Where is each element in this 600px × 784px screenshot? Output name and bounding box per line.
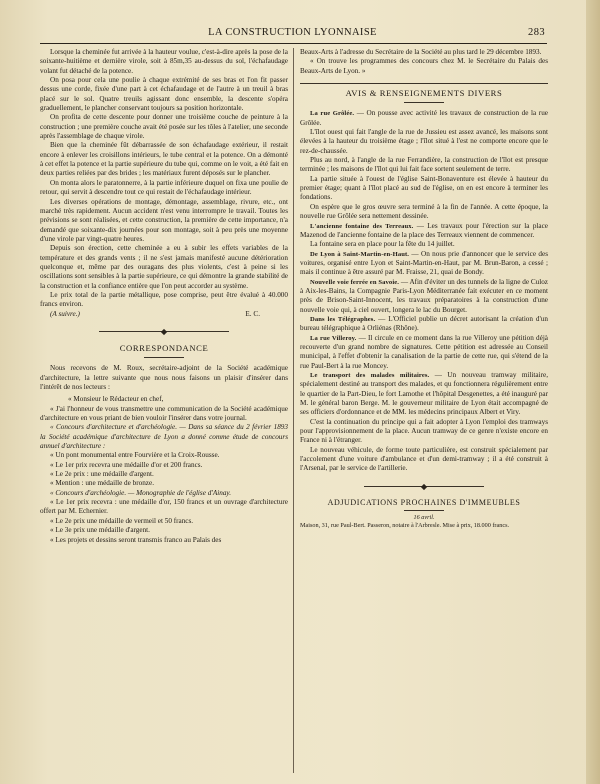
news-item-rue-villeroy: La rue Villeroy. — Il circule en ce moment dans la rue Villeroy une pétition déjà recouverte d'un grand nombre de signatures. Cette pétition est adressée au Conseil municipal, à l'effet d'obtenir la canalisation de la partie de cette rue, qui s'étend de la rue Paul-Bert à la rue Moncey.: [300, 333, 549, 370]
news-item: La fontaine sera en place pour la fête du 14 juillet.: [310, 240, 455, 249]
contest-item: « Le 1er prix recevra une médaille d'or et 200 francs.: [50, 460, 203, 469]
contest-item: « Le 2e prix : une médaille d'argent.: [50, 470, 154, 479]
contest-architecture: « Concours d'architecture et d'archéologie. — Dans sa séance du 2 février 1893 la Société académique d'architecture de Lyon a donné comme étude de concours annuel d'architecture :: [40, 423, 288, 451]
to-be-continued: (A suivre.): [50, 309, 80, 318]
news-item-telegraphes: Dans les Télégraphes. — L'Officiel publie un décret autorisant la création d'un bureau télégraphique à Orliénas (Rhône).: [300, 314, 548, 333]
contest-item: « Le 1er prix recevra : une médaille d'or, 150 francs et un ouvrage d'architecture offert par M. Echernier.: [40, 498, 288, 516]
running-header: [40, 27, 545, 41]
letter-salutation: « Monsieur le Rédacteur en chef,: [68, 395, 164, 404]
article-paragraph: Lorsque la cheminée fut arrivée à la hauteur voulue, c'est-à-dire après la pose de la soixante-huitième et dernière virole, soit à 85m,35 au-dessus du sol, l'échafaudage volant fut détaché de la potence.: [40, 48, 288, 75]
left-column: [40, 48, 288, 545]
page-number: 283: [528, 27, 545, 38]
page-edge: [586, 0, 600, 784]
column-rule: [293, 48, 294, 773]
news-item-voie-ferree: Nouvelle voie ferrée en Savoie. — Afin d'éviter un des tunnels de la ligne de Culoz à Aix-les-Bains, la Compagnie Paris-Lyon Méditerranée fait exécuter en ce moment près de Brison-Saint-Innocent, les travaux préparatoires à la construction d'une nouvelle voie qui, à ciel ouvert, longera le lac du Bourget.: [300, 277, 548, 314]
section-heading-avis: AVIS & RENSEIGNEMENTS DIVERS: [345, 88, 503, 99]
article-paragraph: Le prix total de la partie métallique, pose comprise, peut être évalué à 40.000 francs environ.: [40, 290, 288, 309]
news-item: Le nouveau véhicule, de forme toute particulière, est construit spécialement par l'accolement d'une voiture d'ambulance et d'un demi-tramway ; il a été construit à l'Arsenal, par le service de l'artillerie.: [300, 445, 548, 473]
news-item-transport-malades: Le transport des malades militaires. — Un nouveau tramway militaire, spécialement destiné au transport des malades, et qu fonctionnera régulièrement entre le quartier de la Part-Dieu, le fort Lamothe et l'hôpital Desgenettes, a été inauguré par M. le général baron Berge. M. le gouverneur militaire de Lyon était accompagné de ses officiers d'ordonnance et de MM. les médecins principaux Albert et Viry.: [300, 371, 548, 417]
adjudication-date: 16 avril.: [413, 514, 435, 522]
contest-archeologie: « Concours d'archéologie. — Monographie de l'église d'Ainay.: [50, 488, 232, 497]
contest-item: « Un pont monumental entre Fourvière et la Croix-Rousse.: [50, 451, 220, 460]
news-item: On espère que le gros œuvre sera terminé à la fin de l'année. A cette époque, la nouvelle rue Grôlée sera nettement dessinée.: [300, 202, 548, 221]
news-item: C'est la continuation du principe qui a fait adopter à Lyon l'emploi des tramways pour l'approvisionnement de la place. Aucun tramway de ce genre n'existe encore en France ni à l'étranger.: [300, 417, 548, 445]
contest-item: « Les projets et dessins seront transmis franco au Palais des: [50, 535, 222, 544]
right-column: [300, 48, 548, 530]
contest-item: « Mention : une médaille de bronze.: [50, 479, 154, 488]
journal-title: LA CONSTRUCTION LYONNAISE: [208, 27, 377, 38]
letter-closing: « On trouve les programmes des concours chez M. le Secrétaire du Palais des Beaux-Arts de Lyon. »: [300, 57, 548, 75]
letter-continuation: Beaux-Arts à l'adresse du Secrétaire de la Société au plus tard le 29 décembre 1893.: [300, 48, 542, 56]
section-divider: [364, 483, 484, 491]
news-list: [300, 109, 548, 473]
article-paragraph: On monta alors le paratonnerre, à la partie inférieure duquel on fixa une poulie de retour, qui servit à descendre tout ce qui restait de l'échafaudage intérieur.: [40, 178, 288, 197]
article-paragraph: On posa pour cela une poulie à chaque extrémité de ses bras et l'on fit passer dessus une corde, fixée d'une part à cet échafaudage et de l'autre à un treuil à bras placé sur le sol. Quatre treuils agissant donc ensemble, la descente s'opéra graduellement, le plancher conservant toujours sa position horizontale.: [40, 76, 288, 113]
news-item-fontaine-terreaux: L'ancienne fontaine des Terreaux. — Les travaux pour l'érection sur la place Mazenod de l'ancienne fontaine de la place des Terreaux viennent de commencer.: [300, 221, 548, 239]
contest-item: « Le 3e prix une médaille d'argent.: [50, 526, 150, 535]
section-heading-adjudications: ADJUDICATIONS PROCHAINES D'IMMEUBLES: [327, 497, 521, 507]
adjudication-entry: Maison, 31, rue Paul-Bert. Passeron, notaire à l'Arbresle. Mise à prix, 18.000 francs.: [300, 522, 510, 530]
section-heading-correspondance: CORRESPONDANCE: [119, 342, 209, 353]
section-divider: [99, 328, 229, 336]
header-rule: [40, 43, 547, 44]
article-paragraph: Les diverses opérations de montage, démontage, assemblage, rivure, etc., ont marché très rapidement. Aucun accident n'est venu interrompre le travail. Toutes les prévisions se sont réalisées, et cette construction, la première de cette importance, n'a demandé que soixante-dix journées pour son montage, soit à peu près une moyenne d'une virole par vingt-quatre heures.: [40, 197, 288, 243]
news-item-rue-grolee: La rue Grôlée. — On pousse avec activité les travaux de construction de la rue Grôlée.: [300, 109, 548, 127]
news-item: Plus au nord, à l'angle de la rue Ferrandière, la construction de l'îlot est presque terminée ; les maisons de l'îlot qui lui fait face sortent seulement de terre.: [300, 156, 548, 174]
news-item: La partie située à l'ouest de l'église Saint-Bonaventure est élevée à hauteur du premier étage; quant à l'îlot placé au sud de l'église, on en est encore à terminer les fondations.: [300, 174, 548, 202]
article-paragraph: Bien que la cheminée fût débarrassée de son échafaudage extérieur, il restait encore à enlever les croisillons intérieurs, le tube central et la potence. On a démonté à cet effet la potence et la partie supérieure du tube qui, comme on le voit, a été fait en deux parties reliées par des brides ; les matériaux furent déposés sur le plancher.: [40, 141, 288, 178]
contest-item: « Le 2e prix une médaille de vermeil et 50 francs.: [50, 516, 194, 525]
article-paragraph: On profita de cette descente pour donner une troisième couche de peinture à la construction ; une première couche avait été posée sur les tôles à l'atelier, une seconde après l'assemblage de chaque virole.: [40, 113, 288, 141]
article-signature: [40, 310, 288, 319]
correspondance-intro: Nous recevons de M. Roux, secrétaire-adjoint de la Société académique d'architecture, la lettre suivante que nous nous faisons un plaisir d'insérer dans l'intérêt de nos lecteurs :: [40, 364, 288, 391]
letter-paragraph: « J'ai l'honneur de vous transmettre une communication de la Société académique d'architecture en vous priant de bien vouloir l'insérer dans votre journal.: [40, 404, 288, 423]
news-item: L'îlot ouest qui fait l'angle de la rue de Jussieu est assez avancé, les maisons sont élevées à la hauteur du troisième étage ; l'îlot situé à l'est ne comporte encore que le rez-de-chaussée.: [300, 128, 548, 155]
author-initials: E. C.: [245, 309, 260, 318]
article-paragraph: Depuis son érection, cette cheminée a eu à subir les effets variables de la température et des grands vents ; il ne s'est jamais manifesté aucune détérioration quelconque et, même par des ouragans des plus violents, c'est à peine si les oscillations sont sensibles à la partie supérieure, ce qui démontre la grande stabilité de la construction et la confiance entière que l'on peut accorder au système.: [40, 244, 288, 290]
news-item-saint-martin: De Lyon à Saint-Martin-en-Haut. — On nous prie d'annoncer que le service des voitures, organisé entre Lyon et Saint-Martin-en-Haut, par M. Brun-Baron, a cessé ; mais il continue à être assuré par M. Fraisse, 21, quai de Bondy.: [300, 249, 548, 277]
